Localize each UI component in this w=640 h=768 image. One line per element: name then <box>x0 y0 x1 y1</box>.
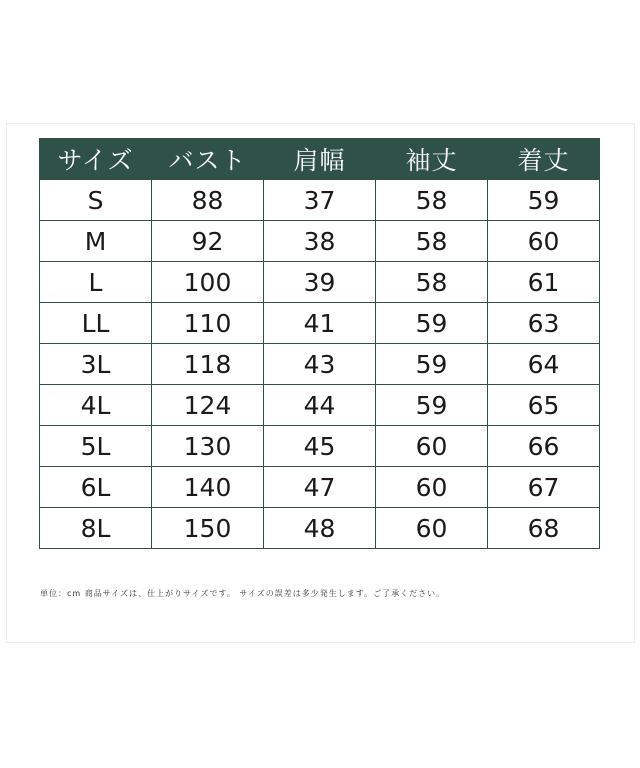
cell-shoulder: 43 <box>264 344 376 385</box>
cell-sleeve: 58 <box>376 262 488 303</box>
cell-length: 66 <box>488 426 600 467</box>
table-row <box>40 180 600 221</box>
table-row <box>40 426 600 467</box>
table-row <box>40 344 600 385</box>
header-shoulder-width: 肩幅 <box>264 138 376 180</box>
cell-shoulder: 41 <box>264 303 376 344</box>
cell-size: 8L <box>40 508 152 549</box>
cell-size: 4L <box>40 385 152 426</box>
table-row <box>40 467 600 508</box>
cell-sleeve: 60 <box>376 426 488 467</box>
cell-length: 65 <box>488 385 600 426</box>
cell-bust: 100 <box>152 262 264 303</box>
cell-sleeve: 59 <box>376 344 488 385</box>
cell-sleeve: 59 <box>376 303 488 344</box>
cell-length: 67 <box>488 467 600 508</box>
cell-shoulder: 44 <box>264 385 376 426</box>
cell-sleeve: 58 <box>376 180 488 221</box>
table-row <box>40 221 600 262</box>
cell-bust: 88 <box>152 180 264 221</box>
cell-bust: 92 <box>152 221 264 262</box>
cell-size: 6L <box>40 467 152 508</box>
cell-length: 68 <box>488 508 600 549</box>
header-body-length: 着丈 <box>488 138 600 180</box>
cell-shoulder: 39 <box>264 262 376 303</box>
cell-bust: 150 <box>152 508 264 549</box>
table-row <box>40 508 600 549</box>
table-row <box>40 262 600 303</box>
cell-size: L <box>40 262 152 303</box>
cell-length: 60 <box>488 221 600 262</box>
header-sleeve-length: 袖丈 <box>376 138 488 180</box>
cell-length: 63 <box>488 303 600 344</box>
cell-size: S <box>40 180 152 221</box>
cell-shoulder: 45 <box>264 426 376 467</box>
cell-size: 5L <box>40 426 152 467</box>
table-header-row <box>40 138 600 180</box>
cell-bust: 130 <box>152 426 264 467</box>
size-note: 単位：cm 商品サイズは、仕上がりサイズです。 サイズの誤差は多少発生します。ご了承ください。 <box>40 589 446 598</box>
cell-bust: 118 <box>152 344 264 385</box>
header-size: サイズ <box>40 138 152 180</box>
cell-sleeve: 60 <box>376 508 488 549</box>
header-bust: バスト <box>152 138 264 180</box>
cell-size: M <box>40 221 152 262</box>
cell-bust: 124 <box>152 385 264 426</box>
cell-bust: 110 <box>152 303 264 344</box>
cell-size: 3L <box>40 344 152 385</box>
cell-sleeve: 59 <box>376 385 488 426</box>
cell-length: 61 <box>488 262 600 303</box>
size-chart-table <box>39 138 600 549</box>
cell-length: 64 <box>488 344 600 385</box>
cell-sleeve: 58 <box>376 221 488 262</box>
table-row <box>40 303 600 344</box>
cell-shoulder: 47 <box>264 467 376 508</box>
cell-bust: 140 <box>152 467 264 508</box>
cell-shoulder: 48 <box>264 508 376 549</box>
cell-length: 59 <box>488 180 600 221</box>
cell-shoulder: 37 <box>264 180 376 221</box>
cell-sleeve: 60 <box>376 467 488 508</box>
cell-shoulder: 38 <box>264 221 376 262</box>
table-row <box>40 385 600 426</box>
cell-size: LL <box>40 303 152 344</box>
